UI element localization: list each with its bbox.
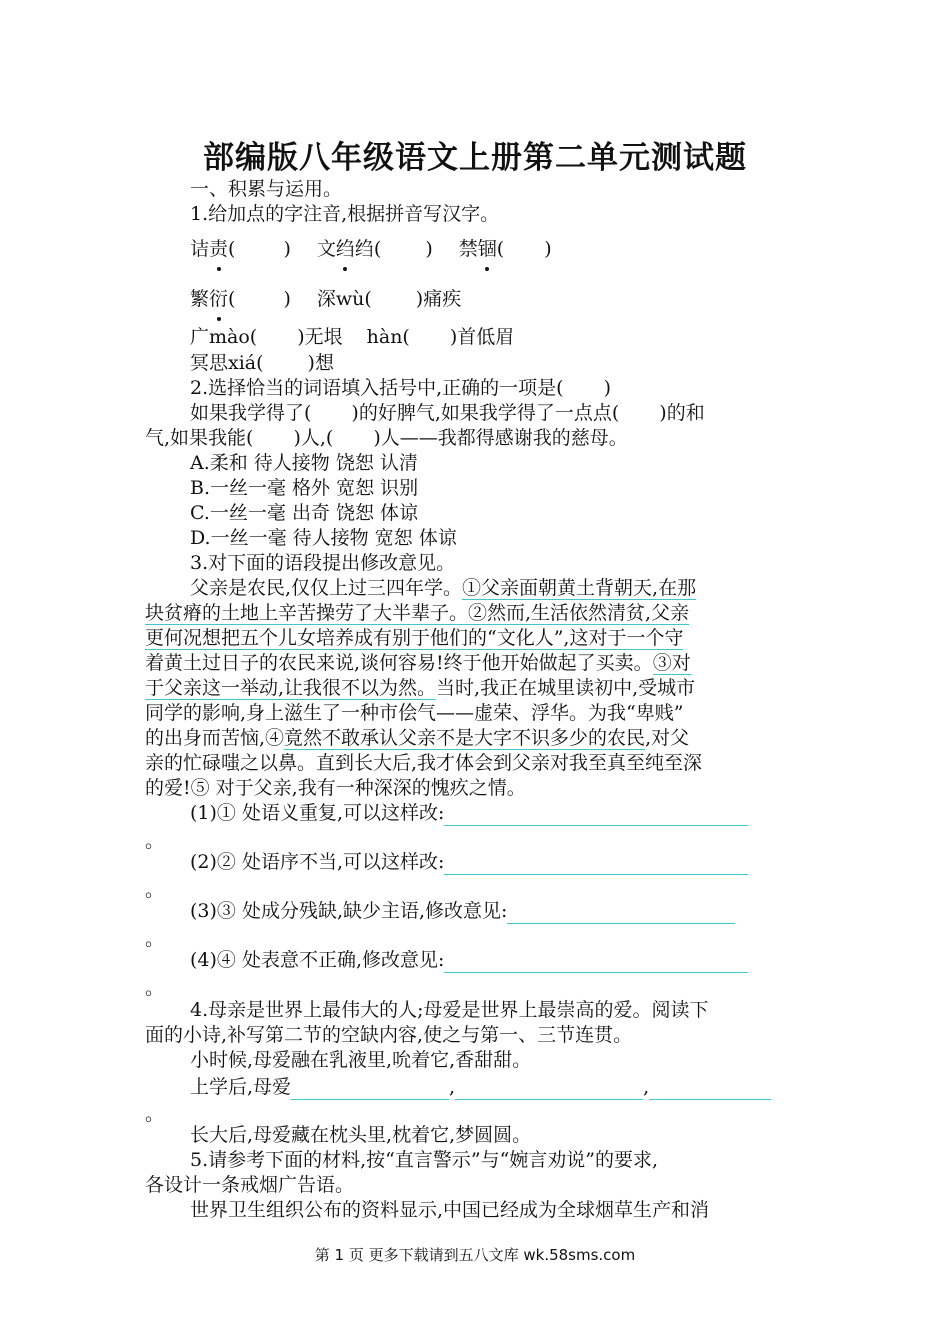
- material-line: 世界卫生组织公布的资料显示,中国已经成为全球烟草生产和消: [190, 1199, 710, 1221]
- question-3-stem: 3.对下面的语段提出修改意见。: [190, 552, 456, 574]
- underlined-sentence: 竟然不敢承认父亲不是大字不识多少的农民: [284, 727, 646, 749]
- question-5-stem-cont: 各设计一条戒烟广告语。: [145, 1174, 355, 1196]
- q3-sub-2: (2)② 处语序不当,可以这样改:: [190, 849, 748, 875]
- underlined-sentence: ①父亲面朝黄土背朝天,在那: [462, 577, 697, 599]
- paragraph-line: 的爱!⑤ 对于父亲,我有一种深深的愧疚之情。: [145, 777, 526, 799]
- answer-blank[interactable]: [444, 805, 748, 826]
- question-5-stem: 5.请参考下面的材料,按“直言警示”与“婉言劝说”的要求,: [190, 1149, 659, 1171]
- page-footer: 第 1 页 更多下载请到五八文库 wk.58sms.com: [314, 1246, 636, 1264]
- page-title: 部编版八年级语文上册第二单元测试题: [203, 140, 747, 176]
- end-mark: 。: [145, 977, 165, 999]
- q2-option-c: C.一丝一毫 出奇 饶恕 体谅: [190, 502, 419, 524]
- answer-blank[interactable]: [455, 1079, 643, 1100]
- paragraph-line: 父亲是农民,仅仅上过三四年学。①父亲面朝黄土背朝天,在那: [190, 577, 697, 599]
- question-2-stem: 2.选择恰当的词语填入括号中,正确的一项是( ): [190, 377, 612, 399]
- dotted-char: 绉: [335, 238, 355, 260]
- answer-blank[interactable]: [444, 854, 748, 875]
- paragraph-line: 亲的忙碌嗤之以鼻。直到长大后,我才体会到父亲对我至真至纯至深: [145, 752, 703, 774]
- poem-line-1: 小时候,母爱融在乳液里,吮着它,香甜甜。: [190, 1049, 532, 1071]
- q2-body-line-1: 如果我学得了( )的好脾气,如果我学得了一点点( )的和: [190, 402, 705, 424]
- paragraph-line: 着黄土过日子的农民来说,谈何容易!终于他开始做起了买卖。③对: [145, 652, 691, 674]
- q1-row-2: 繁衍( ) 深wù( )痛疾: [190, 288, 462, 310]
- q3-sub-4: (4)④ 处表意不正确,修改意见:: [190, 947, 748, 973]
- dotted-char: 责: [209, 238, 229, 260]
- end-mark: 。: [145, 1103, 165, 1125]
- q2-option-d: D.一丝一毫 待人接物 宽恕 体谅: [190, 527, 457, 549]
- q3-sub-3: (3)③ 处成分残缺,缺少主语,修改意见:: [190, 898, 735, 924]
- answer-blank[interactable]: [444, 952, 748, 973]
- underlined-sentence: 于父亲这一举动,让我很不以为然。: [145, 677, 437, 699]
- question-4-stem: 4.母亲是世界上最伟大的人;母爱是世界上最崇高的爱。阅读下: [190, 999, 709, 1021]
- q2-option-b: B.一丝一毫 格外 宽恕 识别: [190, 477, 419, 499]
- paragraph-line: 的出身而苦恼,④竟然不敢承认父亲不是大字不识多少的农民,对父: [145, 727, 690, 749]
- dotted-char: 衍: [209, 288, 229, 310]
- answer-blank[interactable]: [291, 1079, 449, 1100]
- q2-option-a: A.柔和 待人接物 饶恕 认清: [190, 452, 418, 474]
- q3-sub-1: (1)① 处语义重复,可以这样改:: [190, 800, 748, 826]
- q1-row-3: 广mào( )无垠 hàn( )首低眉: [190, 326, 515, 348]
- answer-blank[interactable]: [507, 903, 735, 924]
- end-mark: 。: [145, 879, 165, 901]
- end-mark: 。: [145, 830, 165, 852]
- underlined-sentence: 块贫瘠的土地上辛苦操劳了大半辈子。: [145, 602, 469, 624]
- underlined-sentence: 更何况想把五个儿女培养成有别于他们的“文化人”,这对于一个守: [145, 627, 684, 649]
- underlined-sentence: ②然而,生活依然清贫,父亲: [468, 602, 690, 624]
- q2-body-line-2: 气,如果我能( )人,( )人——我都得感谢我的慈母。: [145, 427, 628, 449]
- poem-line-3: 长大后,母爱藏在枕头里,枕着它,梦圆圆。: [190, 1124, 532, 1146]
- poem-line-2: 上学后,母爱 , ,: [190, 1074, 771, 1100]
- end-mark: 。: [145, 928, 165, 950]
- answer-blank[interactable]: [649, 1079, 771, 1100]
- paragraph-line: [145, 600, 689, 626]
- underlined-sentence: ③对: [652, 652, 691, 674]
- paragraph-line: [145, 625, 683, 651]
- paragraph-line: 于父亲这一举动,让我很不以为然。当时,我正在城里读初中,受城市: [145, 677, 696, 699]
- paragraph-line: 同学的影响,身上滋生了一种市侩气——虚荣、浮华。为我“卑贱”: [145, 702, 684, 724]
- q1-row-1: 诘责( ) 文绉绉( ) 禁锢( ): [190, 238, 552, 260]
- section-heading: 一、积累与运用。: [190, 178, 343, 200]
- q1-row-4: 冥思xiá( )想: [190, 352, 334, 374]
- question-1-stem: 1.给加点的字注音,根据拼音写汉字。: [190, 203, 500, 225]
- dotted-char: 锢: [477, 238, 497, 260]
- question-4-stem-cont: 面的小诗,补写第二节的空缺内容,使之与第一、三节连贯。: [145, 1024, 633, 1046]
